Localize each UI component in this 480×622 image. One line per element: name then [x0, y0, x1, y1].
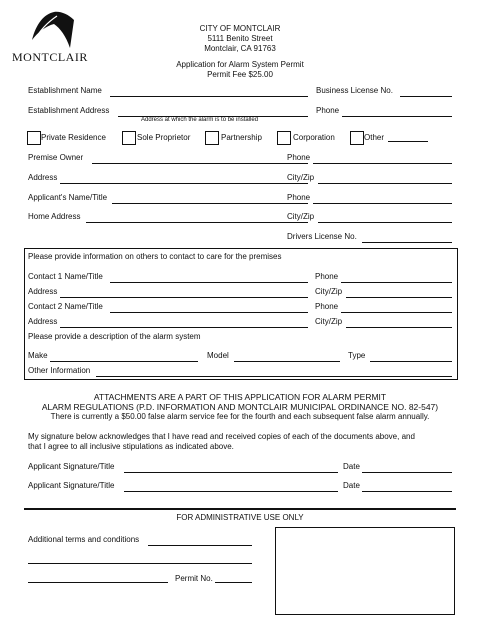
false-alarm-fee-note: There is currently a $50.00 false alarm service fee for the fourth and each subsequent false alarm annually.	[50, 412, 430, 421]
signature-date-label-1: Date	[343, 462, 360, 471]
alarm-description-label: Please provide a description of the alarm system	[28, 332, 201, 341]
contact1-phone-field[interactable]	[341, 282, 452, 283]
owner-phone-label: Phone	[287, 153, 311, 162]
contact2-cityzip-label: City/Zip	[315, 317, 343, 326]
admin-divider	[24, 508, 456, 510]
drivers-license-field[interactable]	[362, 242, 452, 243]
address-note: Address at which the alarm is to be installed	[141, 117, 259, 123]
form-title: Application for Alarm System Permit	[176, 60, 304, 69]
permit-fee: Permit Fee $25.00	[207, 70, 273, 79]
logo-mark-icon	[30, 10, 76, 50]
contact2-name-field[interactable]	[110, 312, 308, 313]
applicant-signature-label-1: Applicant Signature/Title	[28, 462, 115, 471]
home-address-label: Home Address	[28, 212, 81, 221]
signature-date-label-2: Date	[343, 481, 360, 490]
label-partnership: Partnership	[221, 133, 262, 142]
attachments-heading: ATTACHMENTS ARE A PART OF THIS APPLICATION FOR ALARM PERMIT	[93, 392, 387, 402]
drivers-license-label: Drivers License No.	[287, 232, 357, 241]
city-state-zip: Montclair, CA 91763	[204, 44, 276, 53]
contact1-name-field[interactable]	[110, 282, 308, 283]
owner-address-field[interactable]	[60, 183, 308, 184]
establishment-name-field[interactable]	[110, 96, 308, 97]
type-field[interactable]	[370, 361, 452, 362]
permit-no-label: Permit No.	[175, 574, 213, 583]
checkbox-private-residence[interactable]	[27, 131, 41, 145]
contact2-phone-label: Phone	[315, 302, 339, 311]
applicant-signature-field-2[interactable]	[124, 491, 338, 492]
signature-date-field-1[interactable]	[362, 472, 452, 473]
applicant-phone-field[interactable]	[313, 203, 452, 204]
owner-phone-field[interactable]	[313, 163, 452, 164]
checkbox-partnership[interactable]	[205, 131, 219, 145]
checkbox-corporation[interactable]	[277, 131, 291, 145]
label-sole-proprietor: Sole Proprietor	[137, 133, 191, 142]
city-street: 5111 Benito Street	[207, 34, 273, 43]
make-label: Make	[28, 351, 48, 360]
business-license-label: Business License No.	[316, 86, 393, 95]
contact1-name-label: Contact 1 Name/Title	[28, 272, 103, 281]
contact2-address-field[interactable]	[60, 327, 308, 328]
additional-terms-field-2[interactable]	[28, 563, 252, 564]
contact2-address-label: Address	[28, 317, 58, 326]
city-name: CITY OF MONTCLAIR	[199, 24, 281, 33]
label-corporation: Corporation	[293, 133, 335, 142]
make-field[interactable]	[50, 361, 198, 362]
establishment-phone-field[interactable]	[342, 116, 452, 117]
type-label: Type	[348, 351, 366, 360]
applicant-name-field[interactable]	[112, 203, 308, 204]
contact2-name-label: Contact 2 Name/Title	[28, 302, 103, 311]
additional-terms-label: Additional terms and conditions	[28, 535, 140, 544]
establishment-address-label: Establishment Address	[28, 106, 110, 115]
premise-owner-label: Premise Owner	[28, 153, 84, 162]
premise-owner-field[interactable]	[92, 163, 308, 164]
other-type-field[interactable]	[388, 141, 428, 142]
contact1-cityzip-field[interactable]	[346, 297, 452, 298]
acknowledgement-line1: My signature below acknowledges that I have read and received copies of each of the documents above, and	[28, 432, 415, 441]
label-private-residence: Private Residence	[41, 133, 106, 142]
checkbox-sole-proprietor[interactable]	[122, 131, 136, 145]
contacts-intro: Please provide information on others to contact to care for the premises	[28, 252, 282, 261]
signature-date-field-2[interactable]	[362, 491, 452, 492]
applicant-phone-label: Phone	[287, 193, 311, 202]
contact2-phone-field[interactable]	[341, 312, 452, 313]
applicant-signature-field-1[interactable]	[124, 472, 338, 473]
acknowledgement-line2: that I agree to all inclusive stipulations as indicated above.	[28, 442, 234, 451]
establishment-name-label: Establishment Name	[28, 86, 102, 95]
contact1-phone-label: Phone	[315, 272, 339, 281]
additional-terms-field-1[interactable]	[148, 545, 252, 546]
label-other: Other	[364, 133, 385, 142]
applicant-name-label: Applicant's Name/Title	[28, 193, 108, 202]
additional-terms-field-3[interactable]	[28, 582, 168, 583]
permit-no-field[interactable]	[215, 582, 252, 583]
admin-title: FOR ADMINISTRATIVE USE ONLY	[176, 513, 304, 522]
contact1-address-label: Address	[28, 287, 58, 296]
checkbox-other[interactable]	[350, 131, 364, 145]
business-license-field[interactable]	[400, 96, 452, 97]
logo-text: MONTCLAIR	[12, 50, 88, 64]
contact1-address-field[interactable]	[60, 297, 308, 298]
owner-cityzip-label: City/Zip	[287, 173, 315, 182]
applicant-signature-label-2: Applicant Signature/Title	[28, 481, 115, 490]
model-label: Model	[207, 351, 229, 360]
contact2-cityzip-field[interactable]	[346, 327, 452, 328]
phone-label: Phone	[316, 106, 340, 115]
other-information-field[interactable]	[96, 376, 452, 377]
home-cityzip-label: City/Zip	[287, 212, 315, 221]
home-address-field[interactable]	[86, 222, 308, 223]
header-block	[140, 24, 340, 80]
other-information-label: Other Information	[28, 366, 91, 375]
model-field[interactable]	[234, 361, 340, 362]
alarm-regulations-line: ALARM REGULATIONS (P.D. INFORMATION AND MONTCLAIR MUNICIPAL ORDINANCE NO. 82-547)	[41, 402, 439, 412]
admin-stamp-box	[275, 527, 455, 615]
contact1-cityzip-label: City/Zip	[315, 287, 343, 296]
owner-cityzip-field[interactable]	[318, 183, 452, 184]
home-cityzip-field[interactable]	[318, 222, 452, 223]
owner-address-label: Address	[28, 173, 58, 182]
